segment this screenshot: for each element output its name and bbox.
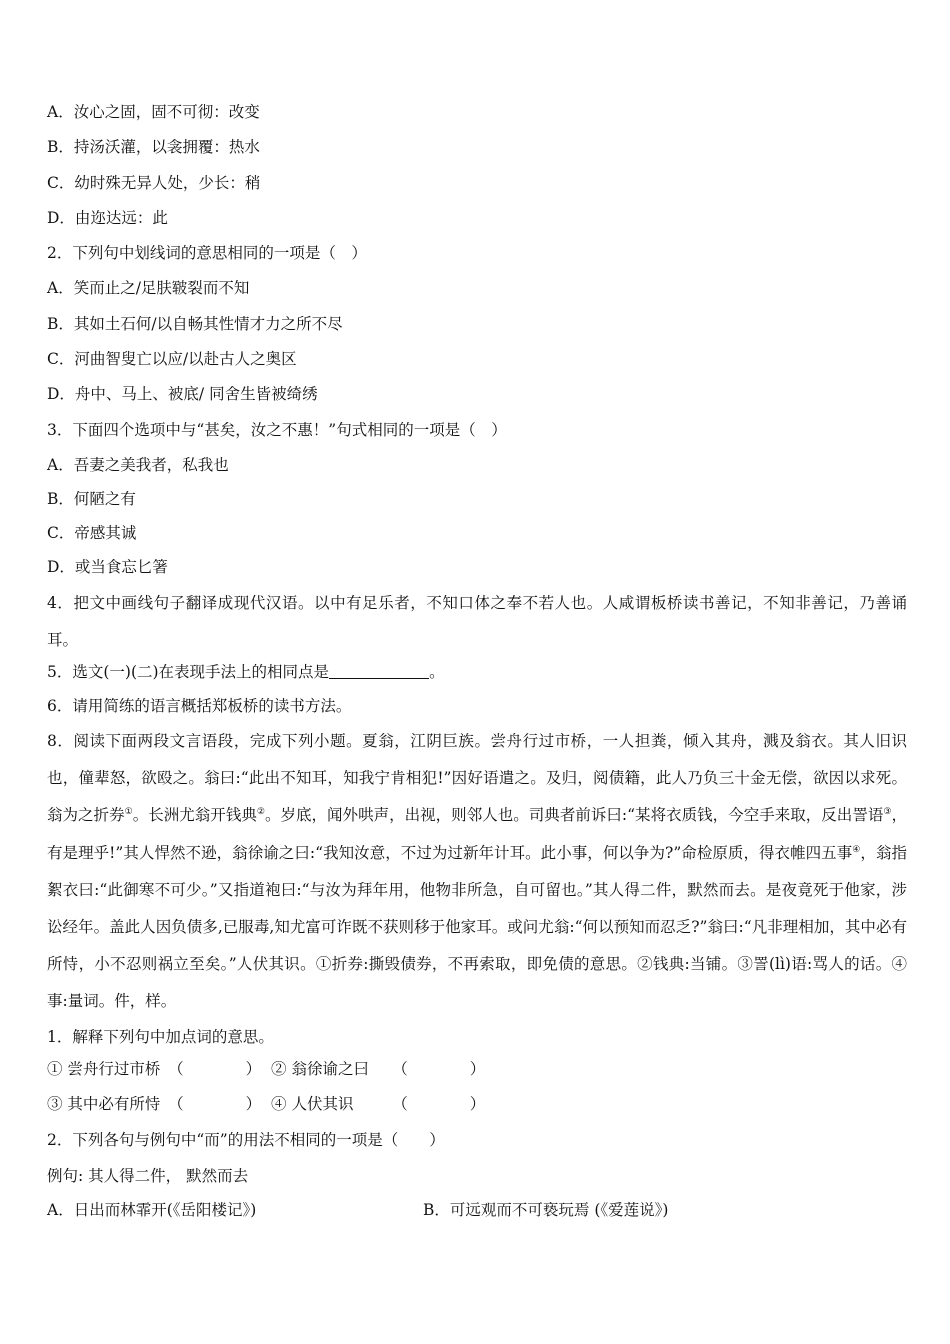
q3-option-d: D．或当食忘匕箸	[47, 558, 168, 576]
q3-option-a: A．吾妻之美我者，私我也	[47, 456, 229, 474]
sub2-stem: 2．下列各句与例句中“而”的用法不相同的一项是（ ）	[47, 1131, 445, 1149]
q6-question: 6．请用简练的语言概括郑板桥的读书方法。	[47, 697, 352, 715]
sub1-row-1: ① 尝舟行过市桥 （ ） ② 翁徐谕之曰 （ ）	[47, 1060, 486, 1078]
footnote-mark-3: ③	[883, 807, 892, 818]
q1-option-b: B．持汤沃灌，以衾拥覆：热水	[47, 138, 260, 156]
sub1-stem: 1．解释下列句中加点词的意思。	[47, 1028, 274, 1046]
q3-option-c: C．帝感其诚	[47, 524, 137, 542]
q2-option-b: B．其如土石何/以自畅其性情才力之所不尽	[47, 315, 343, 333]
sub2-example: 例句: 其人得二件， 默然而去	[47, 1167, 249, 1185]
footnote-mark-4: ④	[852, 844, 861, 855]
sub2-option-b: B．可远观而不可亵玩焉 (《爱莲说》)	[423, 1201, 669, 1219]
passage-part-2: 。长洲尤翁开钱典	[132, 806, 257, 825]
sub1-row-2: ③ 其中必有所恃 （ ） ④ 人伏其识 （ ）	[47, 1095, 486, 1113]
q1-option-a: A．汝心之固，固不可彻：改变	[47, 103, 260, 121]
q1-option-d: D．由迩达远：此	[47, 209, 168, 227]
passage-part-1: 8．阅读下面两段文言语段，完成下列小题。夏翁，江阴巨族。尝舟行过市桥，一人担粪，倾入其舟，溅及翁衣。其人旧识也，僮辈怒，欲殴之。翁曰:“此出不知耳，知我宁肯相犯!”因好语遣之。及归，阅债籍，此人乃负三十金无偿，欲因以求死。翁为之折券	[47, 732, 907, 825]
q5-question	[47, 662, 445, 682]
q3-stem: 3．下面四个选项中与“甚矣，汝之不惠！”句式相同的一项是（ ）	[47, 421, 507, 439]
passage-part-3: 。岁底，闻外哄声，出视，则邻人也。司典者前诉曰:“某将衣质钱，今空手来取，反出詈语	[264, 806, 884, 825]
sub2-options	[47, 1200, 907, 1220]
q5-end: 。	[429, 663, 445, 681]
q3-option-b: B．何陋之有	[47, 490, 136, 508]
reading-passage	[47, 723, 907, 1021]
q1-option-c: C．幼时殊无异人处，少长：稍	[47, 174, 261, 192]
footnote-mark-2: ②	[256, 807, 265, 818]
sub2-option-a: A．日出而林霏开(《岳阳楼记》)	[47, 1201, 257, 1219]
q2-option-a: A．笑而止之/足肤皲裂而不知	[47, 279, 250, 297]
q5-text: 5．选文(一)(二)在表现手法上的相同点是	[47, 663, 330, 681]
passage-part-5: ，翁指絮衣曰:“此御寒不可少。”又指道袍曰:“与汝为拜年用，他物非所急，自可留也。”其人得二件，默然而去。是夜竟死于他家，涉讼经年。盖此人因负债多,已服毒,知尤富可诈既不获则移于他家耳。或问尤翁:“何以预知而忍乏?”翁曰:“凡非理相加，其中必有所恃，小不忍则祸立至矣。”人伏其识。①折券:撕毁债券，不再索取，即免债的意思。②钱典:当铺。③詈(lì)语:骂人的话。④事:量词。件，样。	[47, 843, 907, 1011]
answer-blank	[329, 662, 429, 679]
q2-stem: 2．下列句中划线词的意思相同的一项是（ ）	[47, 244, 367, 262]
q2-option-d: D．舟中、马上、被底/ 同舍生皆被绮绣	[47, 385, 318, 403]
q2-option-c: C．河曲智叟亡以应/以赴古人之奥区	[47, 350, 297, 368]
passage-part-4: ，有是理乎!”其人悍然不逊，翁徐谕之曰:“我知汝意，不过为过新年计耳。此小事，何以争为?”命检原质，得衣帷四五事	[47, 806, 907, 862]
q4-question: 4．把文中画线句子翻译成现代汉语。以中有足乐者，不知口体之奉不若人也。人咸谓板桥读书善记，不知非善记，乃善诵耳。	[47, 594, 907, 650]
footnote-mark-1: ①	[124, 807, 133, 818]
